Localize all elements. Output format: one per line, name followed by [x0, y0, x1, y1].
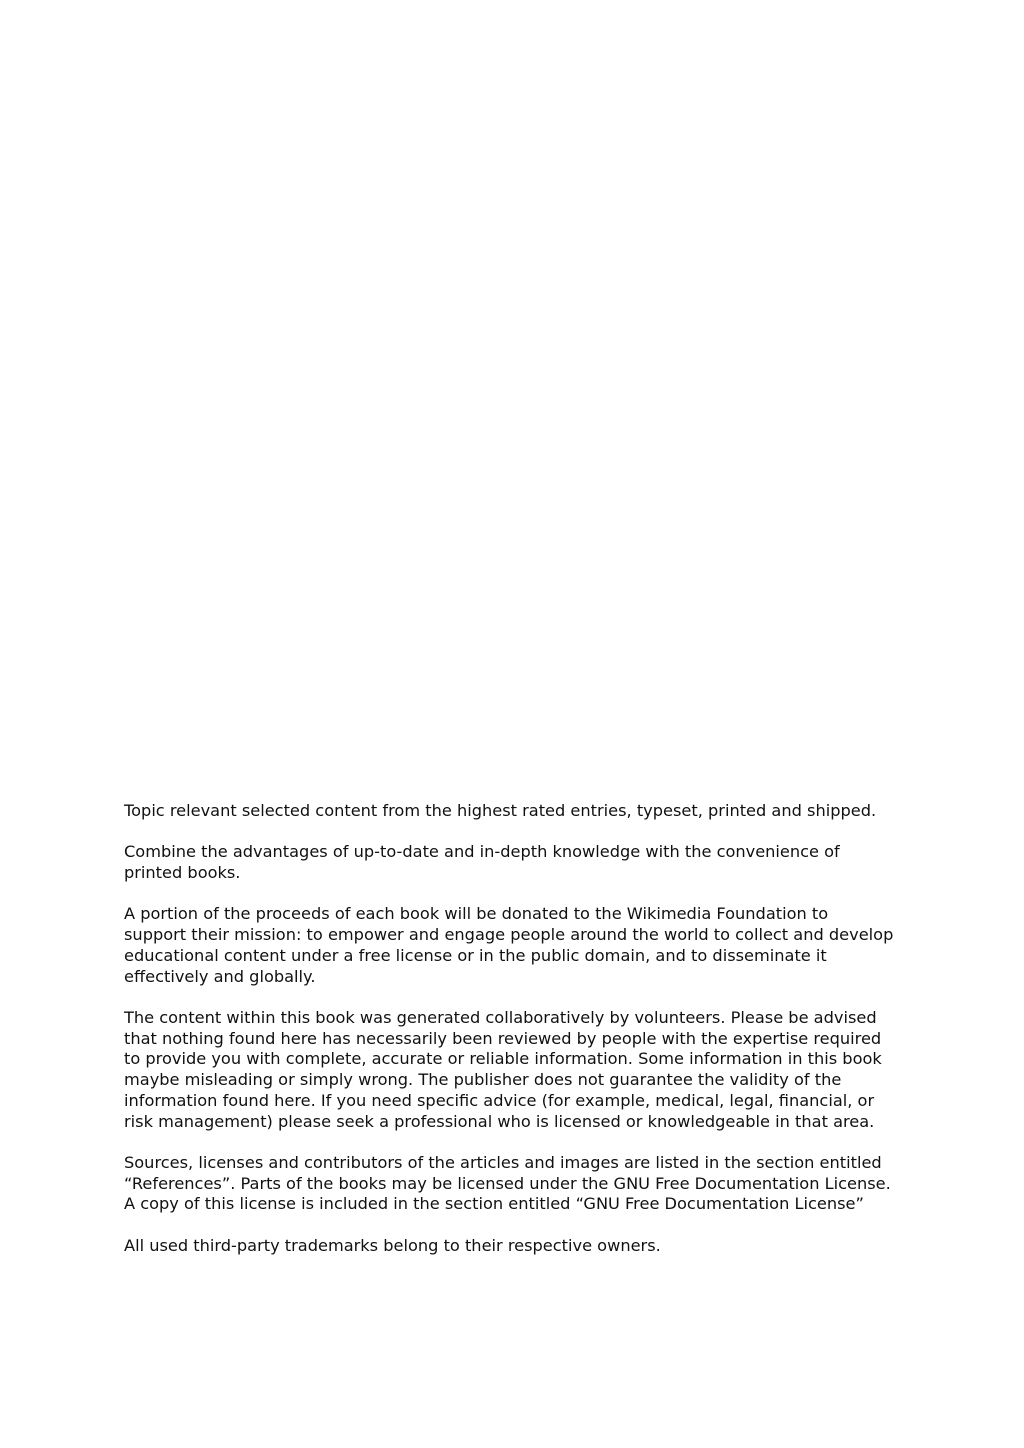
- paragraph-trademarks: All used third-party trademarks belong to their respective owners.: [124, 1235, 661, 1255]
- paragraph-wikimedia-donation: A portion of the proceeds of each book will be donated to the Wikimedia Foundation to support their mission: to empower and engage people around the world to collect and develop educational content under a free license or in the public domain, and to disseminate it effectively and globally.: [124, 904, 894, 986]
- paragraph-advantages: Combine the advantages of up-to-date and in-depth knowledge with the convenience of printed books.: [124, 842, 840, 883]
- paragraph-sources-licenses: Sources, licenses and contributors of the articles and images are listed in the section entitled “References”. Parts of the books may be licensed under the GNU Free Documentation License. A copy of this license is included in the section entitled “GNU Free Documentation License”: [124, 1152, 891, 1214]
- imprint-text: [124, 801, 894, 1256]
- paragraph-disclaimer: The content within this book was generated collaboratively by volunteers. Please be advised that nothing found here has necessarily been reviewed by people with the expertise required to provide you with complete, accurate or reliable information. Some information in this book maybe misleading or simply wrong. The publisher does not guarantee the validity of the information found here. If you need specific advice (for example, medical, legal, financial, or risk management) please seek a professional who is licensed or knowledgeable in that area.: [124, 1007, 882, 1131]
- paragraph-content-selection: Topic relevant selected content from the highest rated entries, typeset, printed and shipped.: [124, 801, 877, 820]
